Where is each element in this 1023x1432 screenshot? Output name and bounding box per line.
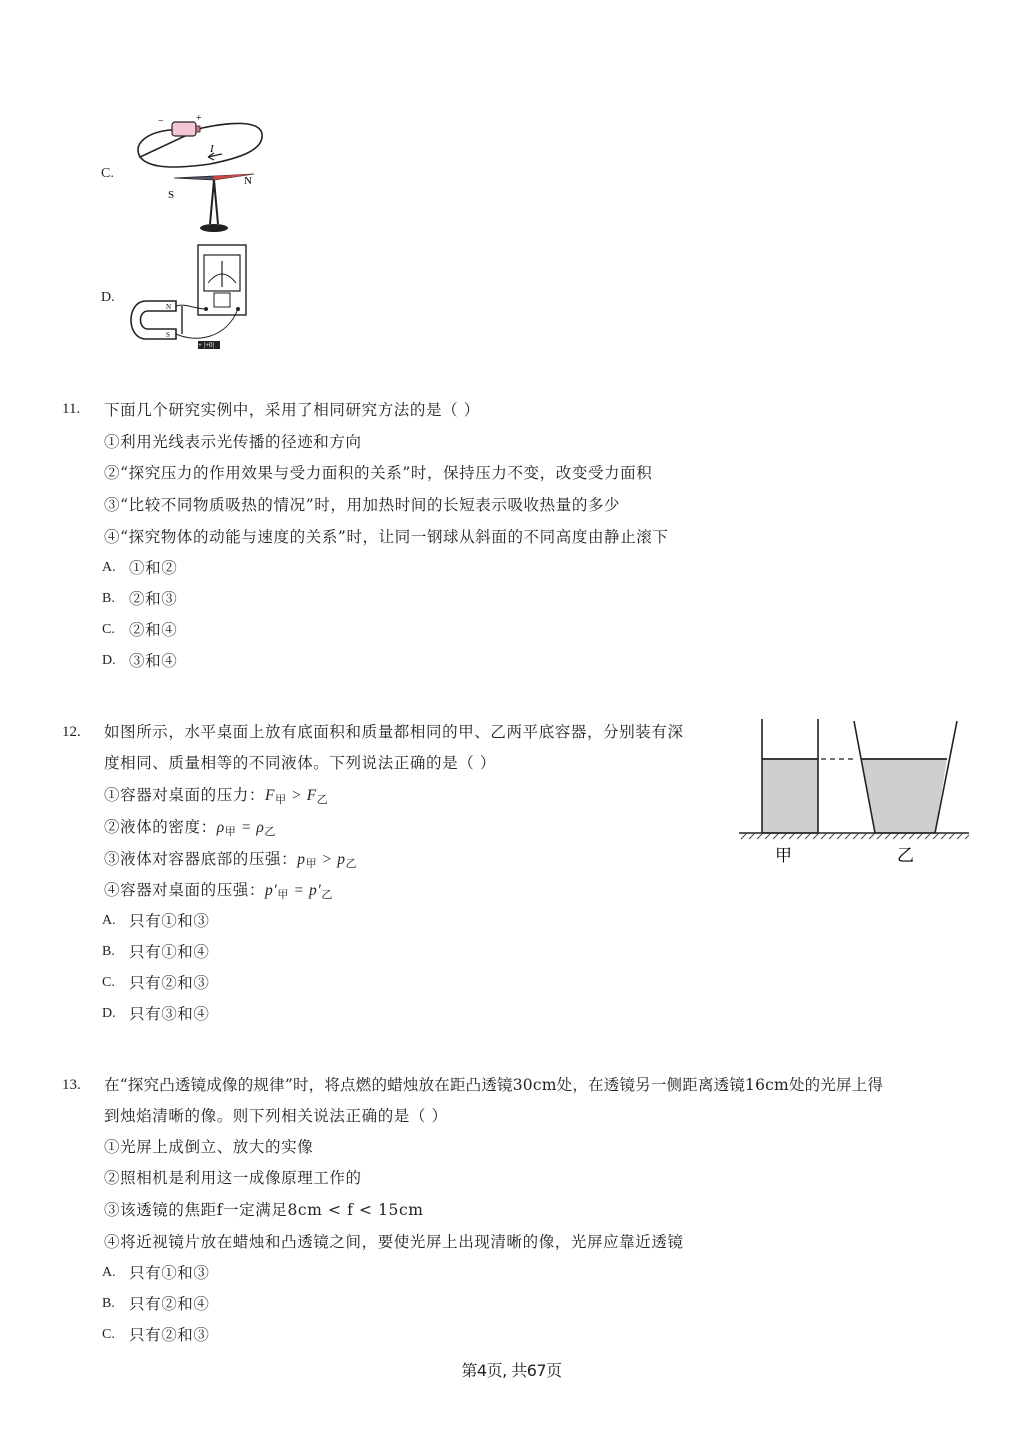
q12-figure-label-right: 乙 [897, 846, 914, 866]
q12-option-b-text: 只有①和④ [129, 943, 210, 961]
q12-option-b-letter: B. [102, 944, 115, 959]
q12-item-1: ①容器对桌面的压力：$F_甲 > F_乙$ [104, 786, 329, 806]
q12-option-a-letter: A. [102, 913, 116, 928]
q13-option-b-letter: B. [102, 1296, 115, 1311]
q13-option-b-text: 只有②和④ [129, 1295, 210, 1313]
svg-text:N: N [166, 303, 172, 311]
q11-option-a-text: ①和② [129, 559, 178, 577]
q13-number: 13. [62, 1077, 81, 1093]
q12-item-3: ③液体对容器底部的压强：$p_甲 > p_乙$ [104, 850, 358, 870]
q10-option-c-letter: C. [101, 166, 114, 181]
q13-item-4: ④将近视镜片放在蜡烛和凸透镜之间，要使光屏上出现清晰的像，光屏应靠近透镜 [104, 1233, 684, 1251]
svg-text:I: I [210, 143, 214, 155]
q13-stem-line-1: 在“探究凸透镜成像的规律”时，将点燃的蜡烛放在距凸透镜30cm处，在透镜另一侧距离透镜16cm处的光屏上得 [104, 1076, 884, 1094]
svg-text:N: N [244, 175, 252, 187]
q11-item-4: ④“探究物体的动能与速度的关系”时，让同一钢球从斜面的不同高度由静止滚下 [104, 528, 669, 546]
svg-text:S: S [168, 189, 175, 201]
q13-item-2: ②照相机是利用这一成像原理工作的 [104, 1169, 362, 1187]
page-footer: 第4页, 共67页 [461, 1361, 562, 1380]
q10-figure-c-compass-wire [130, 112, 270, 240]
q13-option-c-letter: C. [102, 1327, 115, 1342]
q11-stem: 下面几个研究实例中，采用了相同研究方法的是（ ） [104, 401, 480, 419]
q10-figure-d-label: + |+0| [198, 341, 214, 349]
q10-figure-d-galvanometer-magnet [126, 243, 251, 358]
svg-text:S: S [166, 331, 170, 339]
q12-stem-line-2: 度相同、质量相等的不同液体。下列说法正确的是（ ） [104, 754, 496, 772]
q11-item-2: ②“探究压力的作用效果与受力面积的关系”时，保持压力不变，改变受力面积 [104, 464, 653, 482]
q13-option-a-letter: A. [102, 1265, 116, 1280]
q11-option-a-letter: A. [102, 560, 116, 575]
q12-figure-containers [735, 715, 975, 870]
q11-item-3: ③“比较不同物质吸热的情况”时，用加热时间的长短表示吸收热量的多少 [104, 496, 621, 514]
q13-option-a-text: 只有①和③ [129, 1264, 210, 1282]
q11-option-d-letter: D. [102, 653, 116, 668]
q11-option-d-text: ③和④ [129, 652, 178, 670]
q11-option-b-text: ②和③ [129, 590, 178, 608]
q13-option-c-text: 只有②和③ [129, 1326, 210, 1344]
q10-option-d-letter: D. [101, 290, 115, 305]
svg-text:−: − [158, 116, 164, 127]
q12-figure-label-left: 甲 [775, 846, 792, 866]
q12-option-a-text: 只有①和③ [129, 912, 210, 930]
q11-option-c-letter: C. [102, 622, 115, 637]
q13-item-1: ①光屏上成倒立、放大的实像 [104, 1138, 314, 1156]
q13-stem-line-2: 到烛焰清晰的像。则下列相关说法正确的是（ ） [104, 1107, 448, 1125]
q12-number: 12. [62, 724, 81, 740]
q12-option-c-text: 只有②和③ [129, 974, 210, 992]
svg-text:+: + [196, 113, 202, 124]
q11-item-1: ①利用光线表示光传播的径迹和方向 [104, 433, 362, 451]
q11-option-b-letter: B. [102, 591, 115, 606]
q12-stem-line-1: 如图所示，水平桌面上放有底面积和质量都相同的甲、乙两平底容器，分别装有深 [104, 723, 684, 741]
q12-item-2: ②液体的密度：$\rho_甲 = \rho_乙$ [104, 818, 277, 838]
q12-option-d-letter: D. [102, 1006, 116, 1021]
q11-number: 11. [62, 401, 81, 417]
q12-option-d-text: 只有③和④ [129, 1005, 210, 1023]
q13-item-3: ③该透镜的焦距f一定满足8cm < f < 15cm [104, 1201, 424, 1219]
q12-option-c-letter: C. [102, 975, 115, 990]
q12-item-4: ④容器对桌面的压强：$p'_甲 = p'_乙$ [104, 881, 333, 901]
q11-option-c-text: ②和④ [129, 621, 178, 639]
